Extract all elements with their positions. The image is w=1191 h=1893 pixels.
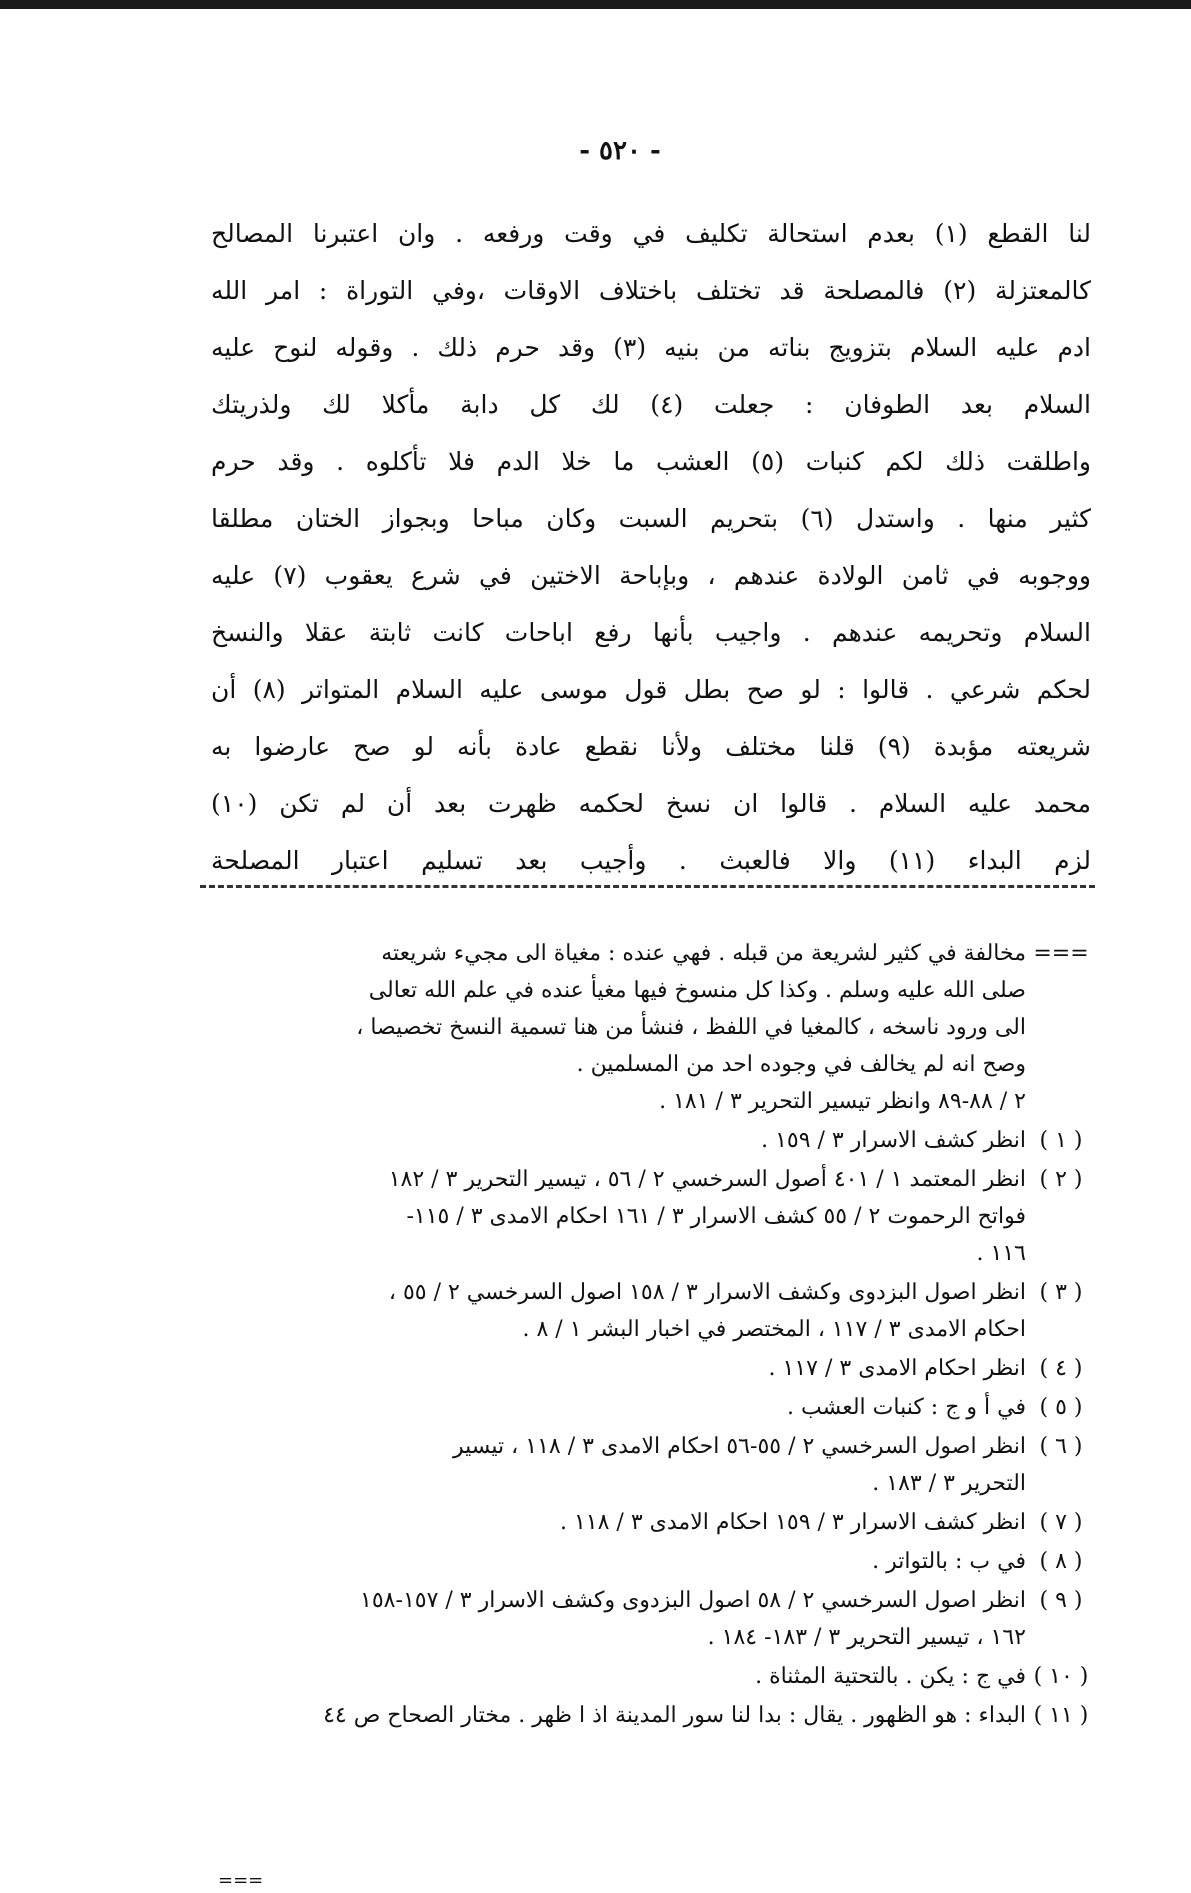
text-line: لزم البداء (١١) والا فالعبث . وأجيب بعد تسليم اعتبار المصلحة [211, 846, 1091, 875]
main-text [211, 205, 1091, 889]
footnote [116, 1161, 1096, 1272]
text-line: كثير منها . واستدل (٦) بتحريم السبت وكان مباحا وبجواز الختان مطلقا [211, 504, 1091, 533]
footnote-line: البداء : هو الظهور . يقال : بدا لنا سور المدينة اذ ا ظهر . مختار الصحاح ص ٤٤ [323, 1703, 1026, 1728]
footnote [116, 1504, 1096, 1541]
footnote-text [116, 1274, 1026, 1348]
footnote-line: انظر كشف الاسرار ٣ / ١٥٩ . [761, 1128, 1026, 1153]
footnote [116, 1428, 1096, 1502]
page-number: - ٥٢٠ - [579, 136, 661, 166]
footnote-text [116, 1697, 1026, 1734]
footnote-text [116, 1543, 1026, 1580]
footnote [116, 1658, 1096, 1695]
footnote-line: انظر اصول البزدوى وكشف الاسرار ٣ / ١٥٨ اصول السرخسي ٢ / ٥٥ ، [388, 1280, 1026, 1305]
footnote-line: انظر كشف الاسرار ٣ / ١٥٩ احكام الامدى ٣ / ١١٨ . [559, 1510, 1026, 1535]
footnote-line: وصح انه لم يخالف في وجوده احد من المسلمين . [576, 1052, 1026, 1077]
footnote-line: في أ و ج : كنبات العشب . [787, 1395, 1026, 1420]
footnote-line: الى ورود ناسخه ، كالمغيا في اللفظ ، فنشأ من هنا تسمية النسخ تخصيصا ، [356, 1015, 1026, 1040]
footnote-line: انظر اصول السرخسي ٢ / ٥٨ اصول البزدوى وكشف الاسرار ٣ / ١٥٧-١٥٨ [360, 1588, 1026, 1613]
footnote-number: ( ١٠ ) [1033, 1664, 1089, 1689]
footnote [116, 1697, 1096, 1734]
text-line: السلام وتحريمه عندهم . واجيب بأنها رفع اباحات كانت ثابتة عقلا والنسخ [211, 618, 1091, 647]
footnote-line: انظر احكام الامدى ٣ / ١١٧ . [768, 1356, 1026, 1381]
footnote-line: انظر المعتمد ١ / ٤٠١ أصول السرخسي ٢ / ٥٦ ، تيسير التحرير ٣ / ١٨٢ [388, 1167, 1026, 1192]
footnote-number: ( ٨ ) [1039, 1549, 1083, 1574]
footnote-line: احكام الامدى ٣ / ١١٧ ، المختصر في اخبار البشر ١ / ٨ . [522, 1317, 1026, 1342]
footnotes [116, 935, 1096, 1736]
footnote-text [116, 1350, 1026, 1387]
footnote-number: ( ١١ ) [1033, 1703, 1089, 1728]
footnote [116, 1389, 1096, 1426]
footnote-line: ١١٦ . [976, 1241, 1026, 1266]
footnote [116, 1274, 1096, 1348]
footnote-line: ٢ / ٨٨-٨٩ وانظر تيسير التحرير ٣ / ١٨١ . [659, 1089, 1026, 1114]
footnote-number: ( ٤ ) [1039, 1356, 1083, 1381]
footnote-line: في ب : بالتواتر . [872, 1549, 1026, 1574]
footnote-separator [200, 885, 1095, 888]
text-line: لحكم شرعي . قالوا : لو صح بطل قول موسى عليه السلام المتواتر (٨) أن [211, 675, 1091, 704]
footnote-text [116, 1504, 1026, 1541]
footnote-line: فواتح الرحموت ٢ / ٥٥ كشف الاسرار ٣ / ١٦١ احكام الامدى ٣ / ١١٥- [406, 1204, 1026, 1229]
text-line: لنا القطع (١) بعدم استحالة تكليف في وقت ورفعه . وان اعتبرنا المصالح [211, 219, 1091, 248]
text-line: السلام بعد الطوفان : جعلت (٤) لك كل دابة مأكلا لك ولذريتك [211, 390, 1091, 419]
footnote-line: انظر اصول السرخسي ٢ / ٥٥-٥٦ احكام الامدى ٣ / ١١٨ ، تيسير [453, 1434, 1026, 1459]
footnote [116, 1543, 1096, 1580]
footnote-number: ( ٧ ) [1039, 1510, 1083, 1535]
footnote-number: ( ٥ ) [1039, 1395, 1083, 1420]
text-line: ووجوبه في ثامن الولادة عندهم ، وبإباحة الاختين في شرع يعقوب (٧) عليه [211, 561, 1091, 590]
footnote [116, 1582, 1096, 1656]
footnote-number: ( ٦ ) [1039, 1434, 1083, 1459]
footnote-line: التحرير ٣ / ١٨٣ . [872, 1471, 1026, 1496]
text-line: ادم عليه السلام بتزويج بناته من بنيه (٣) وقد حرم ذلك . وقوله لنوح عليه [211, 333, 1091, 362]
footnote-text [116, 1161, 1026, 1272]
text-line: كالمعتزلة (٢) فالمصلحة قد تختلف باختلاف الاوقات ،وفي التوراة : امر الله [211, 276, 1091, 305]
footnote [116, 1350, 1096, 1387]
footnote-text [116, 1428, 1026, 1502]
footnote-number: ( ٩ ) [1039, 1588, 1083, 1613]
footnote-line: ١٦٢ ، تيسير التحرير ٣ / ١٨٣- ١٨٤ . [707, 1625, 1026, 1650]
footnote [116, 935, 1096, 1120]
footnote-number: ( ٣ ) [1039, 1280, 1083, 1305]
footnote-number: === [1033, 941, 1089, 966]
text-line: واطلقت ذلك لكم كنبات (٥) العشب ما خلا الدم فلا تأكلوه . وقد حرم [211, 447, 1091, 476]
footnote-number: ( ١ ) [1039, 1128, 1083, 1153]
footnote-line: صلى الله عليه وسلم . وكذا كل منسوخ فيها مغيأ عنده في علم الله تعالى [368, 978, 1026, 1003]
footnote-text [116, 1658, 1026, 1695]
end-mark: === [218, 1870, 264, 1891]
footnote-line: في ج : يكن . بالتحتية المثناة . [755, 1664, 1026, 1689]
text-line: شريعته مؤبدة (٩) قلنا مختلف ولأنا نقطع عادة بأنه لو صح عارضوا به [211, 732, 1091, 761]
footnote-text [116, 1122, 1026, 1159]
footnote-text [116, 1582, 1026, 1656]
footnote-line: مخالفة في كثير لشريعة من قبله . فهي عنده : مغياة الى مجيء شريعته [381, 941, 1026, 966]
text-line: محمد عليه السلام . قالوا ان نسخ لحكمه ظهرت بعد أن لم تكن (١٠) [211, 789, 1091, 818]
footnote-text [116, 1389, 1026, 1426]
footnote-number: ( ٢ ) [1039, 1167, 1083, 1192]
footnote-text [116, 935, 1026, 1120]
footnote [116, 1122, 1096, 1159]
